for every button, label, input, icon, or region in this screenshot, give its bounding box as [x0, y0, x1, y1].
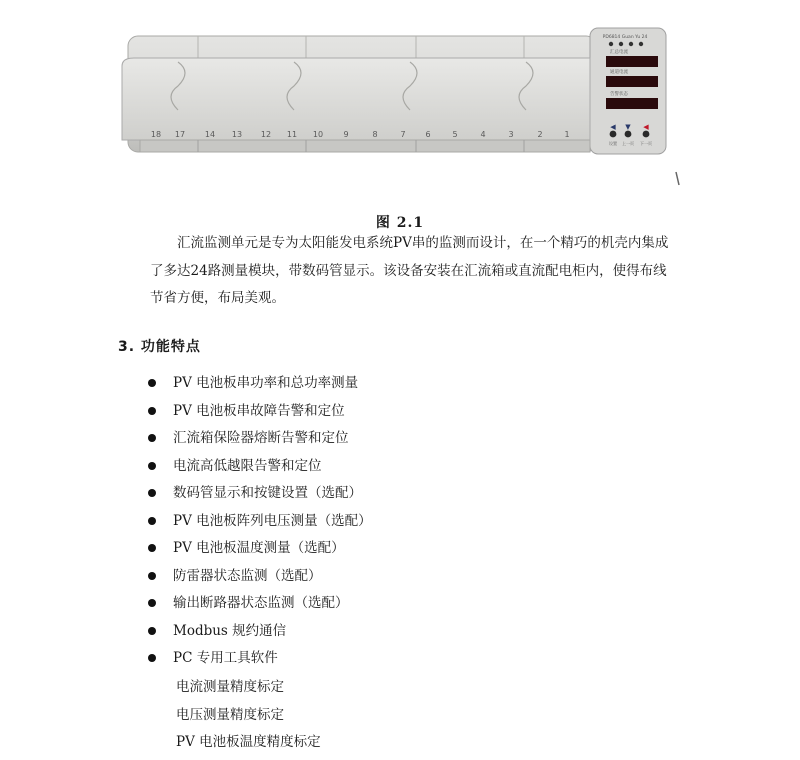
bullet-icon [148, 599, 156, 607]
channel-label: 14 [204, 130, 216, 139]
channel-label: 6 [425, 130, 431, 139]
channel-label: 11 [286, 130, 298, 139]
feature-text: PV 电池板温度测量（选配） [173, 540, 345, 556]
led-display [606, 76, 658, 87]
sub-feature-item: 电压测量精度标定 [176, 706, 284, 723]
feature-item [148, 538, 372, 566]
bullet-icon [148, 407, 156, 415]
channel-label: 2 [537, 130, 543, 139]
feature-text: PV 电池板阵列电压测量（选配） [173, 512, 372, 529]
feature-text: 输出断路器状态监测（选配） [173, 595, 349, 611]
feature-item [148, 373, 372, 401]
status-led [619, 42, 623, 46]
feature-item [148, 483, 372, 511]
paragraph-line: 节省方便，布局美观。 [150, 290, 285, 306]
feature-item [148, 621, 372, 649]
channel-label: 13 [231, 130, 243, 139]
sub-feature-item: 电流测量精度标定 [176, 679, 284, 695]
status-led [609, 42, 613, 46]
feature-text: Modbus 规约通信 [173, 622, 287, 639]
arrow-down-icon: ▼ [625, 123, 631, 131]
bullet-icon [148, 572, 156, 580]
channel-label: 1 [564, 130, 570, 139]
sub-feature-list [176, 677, 321, 760]
device-photo [0, 0, 800, 200]
panel-button [610, 131, 617, 138]
feature-item [148, 456, 372, 484]
display-label: 通道电流 [610, 70, 628, 75]
paragraph-line: 了多达24路测量模块，带数码管显示。该设备安装在汇流箱或直流配电柜内，使得布线 [150, 262, 667, 279]
channel-label: 7 [400, 130, 406, 139]
display-label: 告警状态 [610, 92, 628, 97]
feature-item [148, 566, 372, 594]
feature-item [148, 511, 372, 539]
arrow-left-icon: ◀ [643, 123, 649, 131]
channel-label: 18 [150, 130, 162, 139]
panel-button [643, 131, 650, 138]
button-label: 下一页 [640, 141, 652, 146]
feature-text: 数码管显示和按键设置（选配） [173, 485, 362, 501]
display-label: 汇总电流 [610, 50, 628, 55]
channel-label: 17 [174, 130, 186, 139]
button-label: 上一页 [622, 141, 634, 146]
channel-label: 8 [372, 130, 378, 139]
feature-item [148, 401, 372, 429]
sub-feature-item: PV 电池板温度精度标定 [176, 734, 321, 750]
bullet-icon [148, 517, 156, 525]
bullet-icon [148, 544, 156, 552]
feature-text: PC 专用工具软件 [173, 650, 278, 666]
feature-list [148, 373, 372, 676]
bullet-icon [148, 489, 156, 497]
bullet-icon [148, 379, 156, 387]
button-label: 设置 [609, 141, 617, 146]
panel-button [625, 131, 632, 138]
channel-label: 9 [343, 130, 349, 139]
channel-label: 3 [508, 130, 514, 139]
status-led [639, 42, 643, 46]
bullet-icon [148, 627, 156, 635]
feature-item [148, 648, 372, 676]
bullet-icon [148, 462, 156, 470]
feature-text: PV 电池板串功率和总功率测量 [173, 375, 359, 391]
channel-label: 10 [312, 130, 324, 139]
led-display [606, 56, 658, 67]
channel-label: 5 [452, 130, 458, 139]
feature-text: PV 电池板串故障告警和定位 [173, 402, 345, 419]
bullet-icon [148, 434, 156, 442]
led-display [606, 98, 658, 109]
panel-header: PD6814 Guan Yu 24 [602, 35, 648, 40]
feature-item [148, 428, 372, 456]
paragraph-line: 汇流监测单元是专为太阳能发电系统PV串的监测而设计，在一个精巧的机壳内集成 [177, 235, 669, 251]
feature-item [148, 593, 372, 621]
channel-label: 4 [480, 130, 486, 139]
section-heading: 3. 功能特点 [118, 339, 201, 355]
bullet-icon [148, 654, 156, 662]
feature-text: 电流高低越限告警和定位 [173, 457, 322, 474]
status-led [629, 42, 633, 46]
figure-caption: 图 2.1 [375, 215, 425, 231]
arrow-left-icon: ◀ [610, 123, 616, 131]
feature-text: 汇流箱保险器熔断告警和定位 [173, 430, 349, 446]
channel-label: 12 [260, 130, 272, 139]
feature-text: 防雷器状态监测（选配） [173, 567, 322, 584]
intro-paragraph [150, 230, 690, 313]
